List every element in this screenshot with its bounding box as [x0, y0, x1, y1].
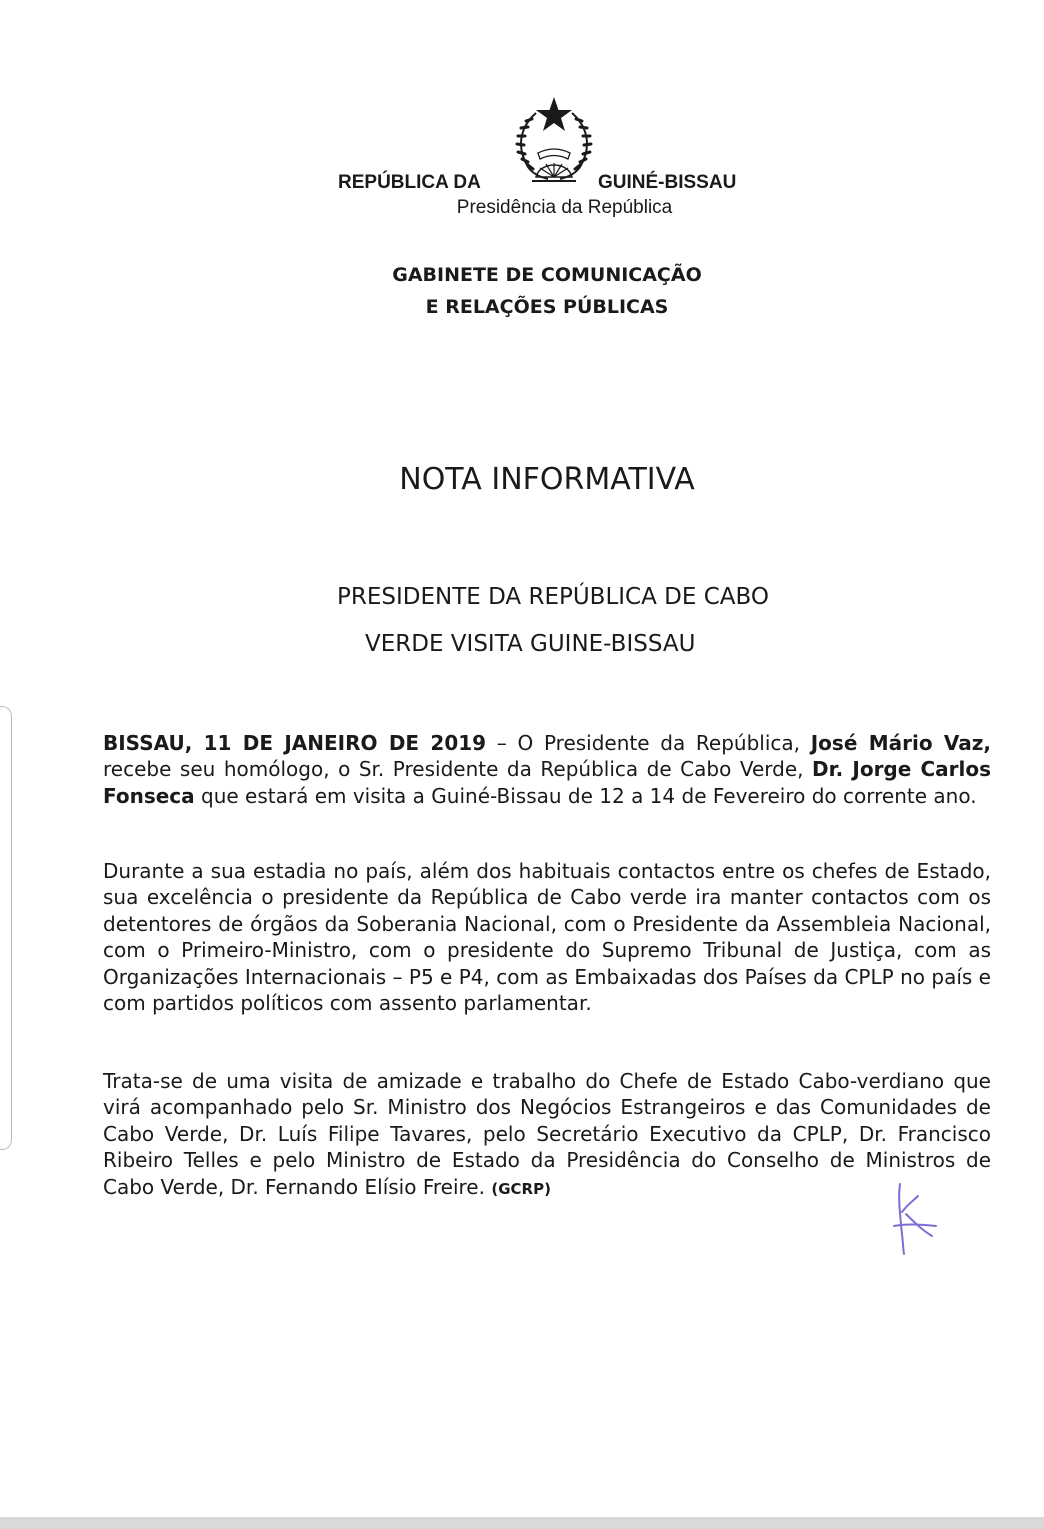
paragraph-3: [103, 1068, 991, 1202]
office-heading-line2: E RELAÇÕES PÚBLICAS: [425, 296, 669, 318]
paragraph-2: Durante a sua estadia no país, além dos habituais contactos entre os chefes de Estado, sua excelência o presidente da República de Cabo verde ira manter contactos com os detentores de órgãos da Soberania Nacional, com o Presidente da Assembleia Nacional, com o Primeiro-Ministro, com o presidente do Supremo Tribunal de Justiça, com as Organizações Internacionais – P5 e P4, com as Embaixadas dos Países da CPLP no país e com partidos políticos com assento parlamentar.: [103, 859, 991, 1016]
paragraph-3-text: Trata-se de uma visita de amizade e trabalho do Chefe de Estado Cabo-verdiano que virá acompanhado pelo Sr. Ministro dos Negócios Estrangeiros e das Comunidades de Cabo Verde, Dr. Luís Filipe Tavares, pelo Secretário Executivo da CPLP, Dr. Francisco Ribeiro Telles e pelo Ministro de Estado da Presidência do Conselho de Ministros de Cabo Verde, Dr. Fernando Elísio Freire.: [103, 1069, 991, 1199]
signoff-code: (GCRP): [491, 1179, 551, 1198]
host-president-name: José Mário Vaz,: [810, 731, 991, 755]
republic-heading-left: REPÚBLICA DA: [338, 172, 481, 193]
handwritten-initial-icon: [892, 1178, 940, 1258]
visiting-president-name: Dr. Jorge Carlos Fonseca: [103, 757, 991, 808]
subject-heading: [337, 574, 769, 668]
paragraph-1-part3: que estará em visita a Guiné-Bissau de 12 a 14 de Fevereiro do corrente ano.: [194, 783, 977, 808]
bottom-margin-strip: [0, 1517, 1044, 1529]
paragraph-1: [103, 730, 991, 809]
republic-heading-right: GUINÉ-BISSAU: [598, 172, 737, 193]
dateline: BISSAU, 11 DE JANEIRO DE 2019: [103, 731, 487, 755]
office-heading: [0, 259, 1044, 323]
presidency-subtitle: Presidência da República: [456, 197, 673, 218]
office-heading-line1: GABINETE DE COMUNICAÇÃO: [392, 264, 702, 286]
paragraph-1-part2: recebe seu homólogo, o Sr. Presidente da República de Cabo Verde,: [103, 757, 813, 782]
republic-heading: [0, 172, 1044, 196]
subject-line1: PRESIDENTE DA REPÚBLICA DE CABO: [337, 584, 769, 610]
page-curl-edge: [0, 706, 12, 1150]
subject-line2: VERDE VISITA GUINE-BISSAU: [365, 631, 696, 657]
paragraph-1-part1: – O Presidente da República,: [486, 731, 811, 755]
document-title: NOTA INFORMATIVA: [399, 462, 695, 497]
